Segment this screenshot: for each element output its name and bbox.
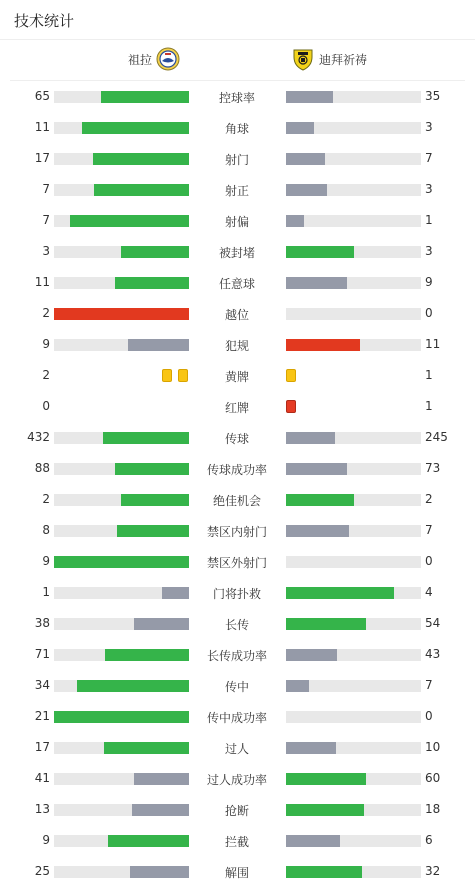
home-stat-value: 9 — [42, 337, 50, 351]
away-bar-track — [286, 432, 421, 444]
away-bar-fill — [286, 649, 337, 661]
away-bar-fill — [286, 122, 314, 134]
home-bar-fill — [162, 587, 189, 599]
away-cards — [286, 400, 296, 413]
stat-label: 犯规 — [224, 339, 249, 353]
away-bar-track — [286, 277, 421, 289]
away-bar-track — [286, 525, 421, 537]
away-bar-fill — [286, 153, 325, 165]
stat-row — [0, 608, 475, 639]
stat-label: 控球率 — [218, 91, 255, 105]
home-stat-value: 11 — [34, 275, 50, 289]
home-bar-track — [54, 463, 189, 475]
home-stat-value: 65 — [34, 89, 50, 103]
stat-row — [0, 453, 475, 484]
away-bar-fill — [286, 277, 347, 289]
away-stat-value: 0 — [425, 709, 433, 723]
away-bar-track — [286, 804, 421, 816]
home-bar-track — [54, 866, 189, 878]
stat-label: 射正 — [224, 184, 249, 198]
away-stat-value: 11 — [425, 337, 441, 351]
home-bar-track — [54, 494, 189, 506]
home-stat-value: 17 — [34, 151, 50, 165]
away-bar-fill — [286, 432, 335, 444]
away-bar-fill — [286, 680, 309, 692]
home-stat-value: 17 — [34, 740, 50, 754]
away-bar-track — [286, 773, 421, 785]
away-cards — [286, 369, 296, 382]
home-stat-value: 1 — [42, 585, 50, 599]
stat-label: 被封堵 — [218, 246, 255, 260]
stat-row — [0, 112, 475, 143]
away-team-name: 迪拜祈祷 — [319, 52, 368, 67]
away-bar-track — [286, 246, 421, 258]
home-bar-fill — [108, 835, 189, 847]
away-bar-fill — [286, 587, 394, 599]
home-stat-value: 2 — [42, 492, 50, 506]
home-bar-track — [54, 525, 189, 537]
yellow-card-icon — [178, 369, 188, 382]
stat-row — [0, 670, 475, 701]
home-bar-track — [54, 711, 189, 723]
home-bar-track — [54, 587, 189, 599]
stat-row — [0, 856, 475, 887]
home-bar-fill — [103, 432, 189, 444]
home-team[interactable] — [128, 47, 180, 71]
home-bar-track — [54, 308, 189, 320]
home-bar-fill — [70, 215, 189, 227]
away-bar-track — [286, 866, 421, 878]
stat-label: 角球 — [224, 122, 249, 136]
teams-bar — [10, 40, 465, 81]
home-bar-fill — [104, 742, 189, 754]
away-bar-fill — [286, 463, 347, 475]
away-bar-track — [286, 835, 421, 847]
stat-row — [0, 732, 475, 763]
stat-row — [0, 205, 475, 236]
away-bar-track — [286, 122, 421, 134]
home-stat-value: 71 — [34, 647, 50, 661]
away-bar-fill — [286, 618, 366, 630]
away-stat-value: 7 — [425, 151, 433, 165]
home-stat-value: 2 — [42, 368, 50, 382]
home-bar-track — [54, 122, 189, 134]
stat-row — [0, 236, 475, 267]
stat-row — [0, 360, 475, 391]
home-bar-fill — [130, 866, 189, 878]
away-bar-track — [286, 184, 421, 196]
away-stat-value: 35 — [425, 89, 441, 103]
home-bar-fill — [54, 308, 189, 320]
home-bar-fill — [115, 463, 189, 475]
stat-row — [0, 329, 475, 360]
stat-row — [0, 639, 475, 670]
away-stat-value: 2 — [425, 492, 433, 506]
stat-row — [0, 143, 475, 174]
away-stat-value: 9 — [425, 275, 433, 289]
home-stat-value: 9 — [42, 554, 50, 568]
home-bar-fill — [134, 618, 189, 630]
away-stat-value: 0 — [425, 306, 433, 320]
home-bar-track — [54, 184, 189, 196]
away-stat-value: 3 — [425, 244, 433, 258]
away-bar-track — [286, 308, 421, 320]
home-stat-value: 7 — [42, 213, 50, 227]
home-bar-fill — [93, 153, 189, 165]
away-bar-track — [286, 153, 421, 165]
away-bar-fill — [286, 525, 349, 537]
away-bar-track — [286, 680, 421, 692]
away-stat-value: 3 — [425, 120, 433, 134]
away-bar-fill — [286, 246, 354, 258]
home-team-logo-icon — [156, 47, 180, 71]
stat-row — [0, 484, 475, 515]
away-stat-value: 0 — [425, 554, 433, 568]
home-bar-fill — [105, 649, 189, 661]
stat-row — [0, 298, 475, 329]
stat-label: 黄牌 — [224, 370, 249, 384]
home-stat-value: 11 — [34, 120, 50, 134]
away-bar-fill — [286, 494, 354, 506]
stat-row — [0, 422, 475, 453]
home-stat-value: 8 — [42, 523, 50, 537]
away-team[interactable] — [291, 47, 367, 71]
home-bar-track — [54, 804, 189, 816]
away-stat-value: 18 — [425, 802, 441, 816]
stat-label: 禁区内射门 — [206, 525, 267, 539]
away-stat-value: 7 — [425, 523, 433, 537]
home-stat-value: 88 — [34, 461, 50, 475]
home-stat-value: 2 — [42, 306, 50, 320]
stat-label: 长传成功率 — [206, 649, 267, 663]
home-stat-value: 41 — [34, 771, 50, 785]
away-stat-value: 4 — [425, 585, 433, 599]
stat-label: 越位 — [224, 308, 249, 322]
stat-row — [0, 267, 475, 298]
home-bar-track — [54, 432, 189, 444]
home-team-name: 祖拉 — [127, 52, 152, 67]
home-bar-track — [54, 618, 189, 630]
away-bar-track — [286, 494, 421, 506]
stat-row — [0, 391, 475, 422]
away-bar-track — [286, 339, 421, 351]
home-bar-track — [54, 153, 189, 165]
away-bar-fill — [286, 835, 340, 847]
away-bar-track — [286, 618, 421, 630]
stat-label: 解围 — [224, 866, 249, 880]
away-bar-track — [286, 587, 421, 599]
home-bar-track — [54, 339, 189, 351]
red-card-icon — [286, 400, 296, 413]
stat-label: 传球成功率 — [206, 463, 267, 477]
home-bar-fill — [132, 804, 189, 816]
stat-row — [0, 577, 475, 608]
home-stat-value: 34 — [34, 678, 50, 692]
away-stat-value: 245 — [425, 430, 448, 444]
home-bar-track — [54, 91, 189, 103]
home-bar-track — [54, 215, 189, 227]
home-bar-fill — [128, 339, 189, 351]
away-stat-value: 1 — [425, 213, 433, 227]
stats-list — [0, 81, 475, 887]
stat-label: 拦截 — [224, 835, 249, 849]
stat-label: 禁区外射门 — [206, 556, 267, 570]
away-bar-track — [286, 556, 421, 568]
away-bar-track — [286, 463, 421, 475]
away-bar-track — [286, 742, 421, 754]
home-bar-fill — [54, 556, 189, 568]
home-stat-value: 38 — [34, 616, 50, 630]
away-stat-value: 10 — [425, 740, 441, 754]
home-cards — [162, 369, 188, 382]
stat-row — [0, 174, 475, 205]
away-bar-fill — [286, 215, 304, 227]
away-bar-fill — [286, 804, 364, 816]
home-bar-track — [54, 277, 189, 289]
away-stat-value: 43 — [425, 647, 441, 661]
away-stat-value: 60 — [425, 771, 441, 785]
home-bar-track — [54, 835, 189, 847]
home-bar-fill — [121, 494, 189, 506]
home-stat-value: 21 — [34, 709, 50, 723]
home-bar-fill — [134, 773, 189, 785]
stat-row — [0, 81, 475, 112]
away-bar-track — [286, 649, 421, 661]
home-bar-track — [54, 246, 189, 258]
home-bar-fill — [121, 246, 189, 258]
home-bar-fill — [117, 525, 189, 537]
away-bar-track — [286, 91, 421, 103]
stat-label: 射偏 — [224, 215, 249, 229]
home-stat-value: 3 — [42, 244, 50, 258]
stat-row — [0, 825, 475, 856]
home-stat-value: 9 — [42, 833, 50, 847]
stat-label: 任意球 — [218, 277, 255, 291]
away-stat-value: 73 — [425, 461, 441, 475]
stat-label: 过人成功率 — [206, 773, 267, 787]
stat-label: 红牌 — [224, 401, 249, 415]
away-bar-fill — [286, 91, 333, 103]
stat-row — [0, 763, 475, 794]
home-bar-track — [54, 742, 189, 754]
away-stat-value: 1 — [425, 368, 433, 382]
stat-label: 长传 — [224, 618, 249, 632]
home-bar-fill — [115, 277, 189, 289]
away-bar-track — [286, 711, 421, 723]
stat-label: 绝佳机会 — [212, 494, 261, 508]
stat-label: 传中成功率 — [206, 711, 267, 725]
away-bar-fill — [286, 184, 327, 196]
stat-label: 射门 — [224, 153, 249, 167]
home-bar-track — [54, 773, 189, 785]
home-stat-value: 13 — [34, 802, 50, 816]
away-bar-fill — [286, 742, 336, 754]
home-bar-track — [54, 680, 189, 692]
page-title: 技术统计 — [14, 12, 75, 30]
stat-label: 门将扑救 — [212, 587, 261, 601]
home-bar-track — [54, 556, 189, 568]
home-stat-value: 25 — [34, 864, 50, 878]
home-bar-fill — [101, 91, 189, 103]
away-bar-track — [286, 215, 421, 227]
away-team-logo-icon — [291, 47, 315, 71]
stat-row — [0, 546, 475, 577]
away-bar-fill — [286, 339, 360, 351]
stat-row — [0, 515, 475, 546]
stats-header — [0, 0, 475, 40]
home-stat-value: 0 — [42, 399, 50, 413]
stat-row — [0, 794, 475, 825]
home-bar-fill — [94, 184, 189, 196]
home-bar-fill — [54, 711, 189, 723]
yellow-card-icon — [286, 369, 296, 382]
yellow-card-icon — [162, 369, 172, 382]
away-stat-value: 54 — [425, 616, 441, 630]
stat-label: 传球 — [224, 432, 249, 446]
stat-label: 过人 — [224, 742, 249, 756]
away-stat-value: 1 — [425, 399, 433, 413]
home-bar-fill — [77, 680, 189, 692]
home-stat-value: 7 — [42, 182, 50, 196]
away-bar-fill — [286, 866, 362, 878]
away-bar-fill — [286, 773, 366, 785]
home-bar-fill — [82, 122, 189, 134]
stat-label: 抢断 — [224, 804, 249, 818]
home-bar-track — [54, 649, 189, 661]
away-stat-value: 3 — [425, 182, 433, 196]
stat-row — [0, 701, 475, 732]
stat-label: 传中 — [224, 680, 249, 694]
away-stat-value: 7 — [425, 678, 433, 692]
away-stat-value: 32 — [425, 864, 441, 878]
away-stat-value: 6 — [425, 833, 433, 847]
home-stat-value: 432 — [27, 430, 50, 444]
